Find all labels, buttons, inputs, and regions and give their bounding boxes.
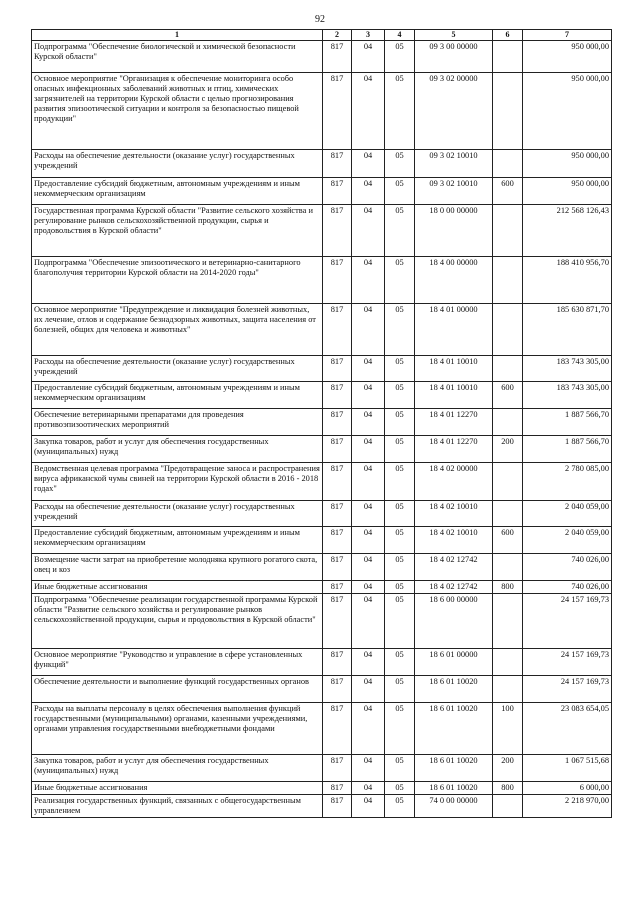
row-subsection: 05 xyxy=(385,781,415,794)
row-description: Расходы на обеспечение деятельности (оказание услуг) государственных учреждений xyxy=(32,355,323,381)
table-row xyxy=(32,648,612,675)
row-admin-code: 817 xyxy=(323,593,352,648)
row-section: 04 xyxy=(352,381,385,408)
row-amount: 24 157 169,73 xyxy=(523,593,612,648)
row-section: 04 xyxy=(352,675,385,702)
row-target-article: 18 4 01 12270 xyxy=(415,435,493,462)
row-subsection: 05 xyxy=(385,593,415,648)
row-admin-code: 817 xyxy=(323,580,352,593)
row-amount: 185 630 871,70 xyxy=(523,303,612,355)
row-expense-type xyxy=(493,204,523,256)
row-target-article: 18 0 00 00000 xyxy=(415,204,493,256)
row-target-article: 18 4 01 00000 xyxy=(415,303,493,355)
row-section: 04 xyxy=(352,435,385,462)
row-admin-code: 817 xyxy=(323,794,352,817)
row-admin-code: 817 xyxy=(323,462,352,500)
row-target-article: 18 4 02 12742 xyxy=(415,580,493,593)
row-section: 04 xyxy=(352,526,385,553)
row-description: Обеспечение деятельности и выполнение функций государственных органов xyxy=(32,675,323,702)
row-section: 04 xyxy=(352,72,385,149)
row-section: 04 xyxy=(352,580,385,593)
row-amount: 183 743 305,00 xyxy=(523,381,612,408)
row-admin-code: 817 xyxy=(323,781,352,794)
row-subsection: 05 xyxy=(385,381,415,408)
row-target-article: 18 4 00 00000 xyxy=(415,256,493,303)
row-target-article: 09 3 02 10010 xyxy=(415,177,493,204)
row-amount: 2 780 085,00 xyxy=(523,462,612,500)
row-expense-type xyxy=(493,553,523,580)
row-admin-code: 817 xyxy=(323,675,352,702)
row-target-article: 18 6 00 00000 xyxy=(415,593,493,648)
row-admin-code: 817 xyxy=(323,256,352,303)
row-target-article: 09 3 00 00000 xyxy=(415,40,493,72)
row-target-article: 18 6 01 10020 xyxy=(415,781,493,794)
header-col-6: 6 xyxy=(493,30,523,41)
row-section: 04 xyxy=(352,500,385,526)
row-subsection: 05 xyxy=(385,675,415,702)
row-amount: 24 157 169,73 xyxy=(523,648,612,675)
row-expense-type xyxy=(493,408,523,435)
row-subsection: 05 xyxy=(385,149,415,177)
row-target-article: 18 4 02 10010 xyxy=(415,500,493,526)
row-subsection: 05 xyxy=(385,462,415,500)
header-col-4: 4 xyxy=(385,30,415,41)
row-section: 04 xyxy=(352,553,385,580)
row-target-article: 18 4 02 00000 xyxy=(415,462,493,500)
row-subsection: 05 xyxy=(385,256,415,303)
row-description: Расходы на выплаты персоналу в целях обеспечения выполнения функций государственными (муниципальными) органами, казенными учреждениями, органами управления государственными внебюджетными фондами xyxy=(32,702,323,754)
row-description: Закупка товаров, работ и услуг для обеспечения государственных (муниципальных) нужд xyxy=(32,435,323,462)
row-description: Подпрограмма "Обеспечение биологической и химической безопасности Курской области" xyxy=(32,40,323,72)
header-col-5: 5 xyxy=(415,30,493,41)
row-section: 04 xyxy=(352,462,385,500)
row-admin-code: 817 xyxy=(323,40,352,72)
table-row xyxy=(32,435,612,462)
row-amount: 2 040 059,00 xyxy=(523,526,612,553)
row-amount: 24 157 169,73 xyxy=(523,675,612,702)
table-row xyxy=(32,702,612,754)
table-row xyxy=(32,580,612,593)
row-expense-type xyxy=(493,72,523,149)
row-expense-type xyxy=(493,462,523,500)
row-section: 04 xyxy=(352,256,385,303)
row-amount: 23 083 654,05 xyxy=(523,702,612,754)
row-target-article: 09 3 02 00000 xyxy=(415,72,493,149)
row-admin-code: 817 xyxy=(323,754,352,781)
row-section: 04 xyxy=(352,754,385,781)
header-col-7: 7 xyxy=(523,30,612,41)
row-expense-type: 600 xyxy=(493,526,523,553)
row-amount: 212 568 126,43 xyxy=(523,204,612,256)
row-admin-code: 817 xyxy=(323,526,352,553)
row-target-article: 74 0 00 00000 xyxy=(415,794,493,817)
header-col-1: 1 xyxy=(32,30,323,41)
row-expense-type xyxy=(493,648,523,675)
row-section: 04 xyxy=(352,648,385,675)
row-subsection: 05 xyxy=(385,580,415,593)
row-section: 04 xyxy=(352,593,385,648)
row-subsection: 05 xyxy=(385,72,415,149)
row-expense-type: 200 xyxy=(493,754,523,781)
header-col-3: 3 xyxy=(352,30,385,41)
table-row xyxy=(32,40,612,72)
row-subsection: 05 xyxy=(385,702,415,754)
row-admin-code: 817 xyxy=(323,408,352,435)
row-target-article: 18 4 02 10010 xyxy=(415,526,493,553)
row-admin-code: 817 xyxy=(323,149,352,177)
row-target-article: 18 4 01 12270 xyxy=(415,408,493,435)
header-row xyxy=(32,30,612,41)
row-expense-type xyxy=(493,256,523,303)
row-target-article: 09 3 02 10010 xyxy=(415,149,493,177)
row-subsection: 05 xyxy=(385,794,415,817)
row-description: Предоставление субсидий бюджетным, автономным учреждениям и иным некоммерческим организациям xyxy=(32,381,323,408)
table-row xyxy=(32,381,612,408)
row-admin-code: 817 xyxy=(323,177,352,204)
row-description: Иные бюджетные ассигнования xyxy=(32,580,323,593)
table-row xyxy=(32,526,612,553)
row-description: Государственная программа Курской области "Развитие сельского хозяйства и регулирование рынков сельскохозяйственной продукции, сырья и продовольствия в Курской области" xyxy=(32,204,323,256)
table-row xyxy=(32,462,612,500)
row-target-article: 18 4 01 10010 xyxy=(415,381,493,408)
row-subsection: 05 xyxy=(385,40,415,72)
row-amount: 2 218 970,00 xyxy=(523,794,612,817)
row-expense-type xyxy=(493,40,523,72)
page-number: 92 xyxy=(315,14,325,25)
table-row xyxy=(32,553,612,580)
row-expense-type: 800 xyxy=(493,781,523,794)
row-subsection: 05 xyxy=(385,177,415,204)
row-admin-code: 817 xyxy=(323,435,352,462)
table-row xyxy=(32,177,612,204)
row-subsection: 05 xyxy=(385,408,415,435)
row-amount: 183 743 305,00 xyxy=(523,355,612,381)
row-subsection: 05 xyxy=(385,500,415,526)
row-expense-type xyxy=(493,303,523,355)
row-amount: 740 026,00 xyxy=(523,553,612,580)
header-col-2: 2 xyxy=(323,30,352,41)
row-admin-code: 817 xyxy=(323,553,352,580)
row-subsection: 05 xyxy=(385,526,415,553)
row-subsection: 05 xyxy=(385,204,415,256)
row-description: Возмещение части затрат на приобретение молодняка крупного рогатого скота, овец и коз xyxy=(32,553,323,580)
row-target-article: 18 6 01 00000 xyxy=(415,648,493,675)
row-admin-code: 817 xyxy=(323,500,352,526)
row-amount: 950 000,00 xyxy=(523,72,612,149)
row-amount: 1 067 515,68 xyxy=(523,754,612,781)
row-subsection: 05 xyxy=(385,754,415,781)
row-subsection: 05 xyxy=(385,435,415,462)
row-description: Предоставление субсидий бюджетным, автономным учреждениям и иным некоммерческим организациям xyxy=(32,177,323,204)
row-amount: 1 887 566,70 xyxy=(523,435,612,462)
row-section: 04 xyxy=(352,702,385,754)
row-expense-type: 100 xyxy=(493,702,523,754)
row-description: Реализация государственных функций, связанных с общегосударственным управлением xyxy=(32,794,323,817)
row-admin-code: 817 xyxy=(323,355,352,381)
table-row xyxy=(32,408,612,435)
row-section: 04 xyxy=(352,355,385,381)
row-description: Закупка товаров, работ и услуг для обеспечения государственных (муниципальных) нужд xyxy=(32,754,323,781)
row-description: Предоставление субсидий бюджетным, автономным учреждениям и иным некоммерческим организациям xyxy=(32,526,323,553)
row-subsection: 05 xyxy=(385,648,415,675)
row-target-article: 18 6 01 10020 xyxy=(415,754,493,781)
row-admin-code: 817 xyxy=(323,381,352,408)
table-row xyxy=(32,754,612,781)
row-admin-code: 817 xyxy=(323,72,352,149)
table-row xyxy=(32,355,612,381)
row-expense-type: 200 xyxy=(493,435,523,462)
row-amount: 950 000,00 xyxy=(523,177,612,204)
row-amount: 2 040 059,00 xyxy=(523,500,612,526)
row-section: 04 xyxy=(352,177,385,204)
table-row xyxy=(32,794,612,817)
row-amount: 1 887 566,70 xyxy=(523,408,612,435)
row-section: 04 xyxy=(352,40,385,72)
row-expense-type xyxy=(493,794,523,817)
row-expense-type xyxy=(493,500,523,526)
row-section: 04 xyxy=(352,149,385,177)
row-expense-type xyxy=(493,593,523,648)
row-target-article: 18 4 02 12742 xyxy=(415,553,493,580)
row-expense-type xyxy=(493,355,523,381)
table-row xyxy=(32,204,612,256)
row-subsection: 05 xyxy=(385,303,415,355)
row-section: 04 xyxy=(352,781,385,794)
row-section: 04 xyxy=(352,794,385,817)
row-admin-code: 817 xyxy=(323,303,352,355)
row-description: Подпрограмма "Обеспечение реализации государственной программы Курской области "Развитие сельского хозяйства и регулирование рынков сельскохозяйственной продукции, сырья и продовольствия в Курской области" xyxy=(32,593,323,648)
row-amount: 740 026,00 xyxy=(523,580,612,593)
row-admin-code: 817 xyxy=(323,648,352,675)
row-description: Обеспечение ветеринарными препаратами для проведения противоэпизоотических мероприятий xyxy=(32,408,323,435)
row-description: Основное мероприятие "Предупреждение и ликвидация болезней животных, их лечение, отлов и содержание безнадзорных животных, защита населения от болезней, общих для человека и животных" xyxy=(32,303,323,355)
row-subsection: 05 xyxy=(385,553,415,580)
row-subsection: 05 xyxy=(385,355,415,381)
row-description: Основное мероприятие "Организация к обеспечение мониторинга особо опасных инфекционных заболеваний животных и птиц, химических загрязнителей на территории Курской области с целью прогнозирования развития эпизоотической ситуации и контроля за безопасностью пищевой продукции" xyxy=(32,72,323,149)
table-row xyxy=(32,781,612,794)
row-expense-type: 600 xyxy=(493,177,523,204)
row-expense-type xyxy=(493,675,523,702)
row-description: Расходы на обеспечение деятельности (оказание услуг) государственных учреждений xyxy=(32,500,323,526)
row-expense-type xyxy=(493,149,523,177)
row-section: 04 xyxy=(352,204,385,256)
row-description: Иные бюджетные ассигнования xyxy=(32,781,323,794)
row-description: Расходы на обеспечение деятельности (оказание услуг) государственных учреждений xyxy=(32,149,323,177)
row-section: 04 xyxy=(352,408,385,435)
row-expense-type: 800 xyxy=(493,580,523,593)
row-amount: 950 000,00 xyxy=(523,40,612,72)
row-amount: 188 410 956,70 xyxy=(523,256,612,303)
table-row xyxy=(32,675,612,702)
row-expense-type: 600 xyxy=(493,381,523,408)
row-description: Подпрограмма "Обеспечение эпизоотического и ветеринарно-санитарного благополучия территории Курской области на 2014-2020 годы" xyxy=(32,256,323,303)
table-row xyxy=(32,500,612,526)
row-section: 04 xyxy=(352,303,385,355)
row-target-article: 18 6 01 10020 xyxy=(415,675,493,702)
row-amount: 6 000,00 xyxy=(523,781,612,794)
table-row xyxy=(32,72,612,149)
row-admin-code: 817 xyxy=(323,204,352,256)
row-description: Основное мероприятие "Руководство и управление в сфере установленных функций" xyxy=(32,648,323,675)
table-row xyxy=(32,256,612,303)
row-target-article: 18 4 01 10010 xyxy=(415,355,493,381)
row-admin-code: 817 xyxy=(323,702,352,754)
row-amount: 950 000,00 xyxy=(523,149,612,177)
table-row xyxy=(32,303,612,355)
table-row xyxy=(32,149,612,177)
row-description: Ведомственная целевая программа "Предотвращение заноса и распространения вируса африканской чумы свиней на территории Курской области в 2016 - 2018 годах" xyxy=(32,462,323,500)
row-target-article: 18 6 01 10020 xyxy=(415,702,493,754)
table-row xyxy=(32,593,612,648)
budget-table xyxy=(31,29,612,818)
